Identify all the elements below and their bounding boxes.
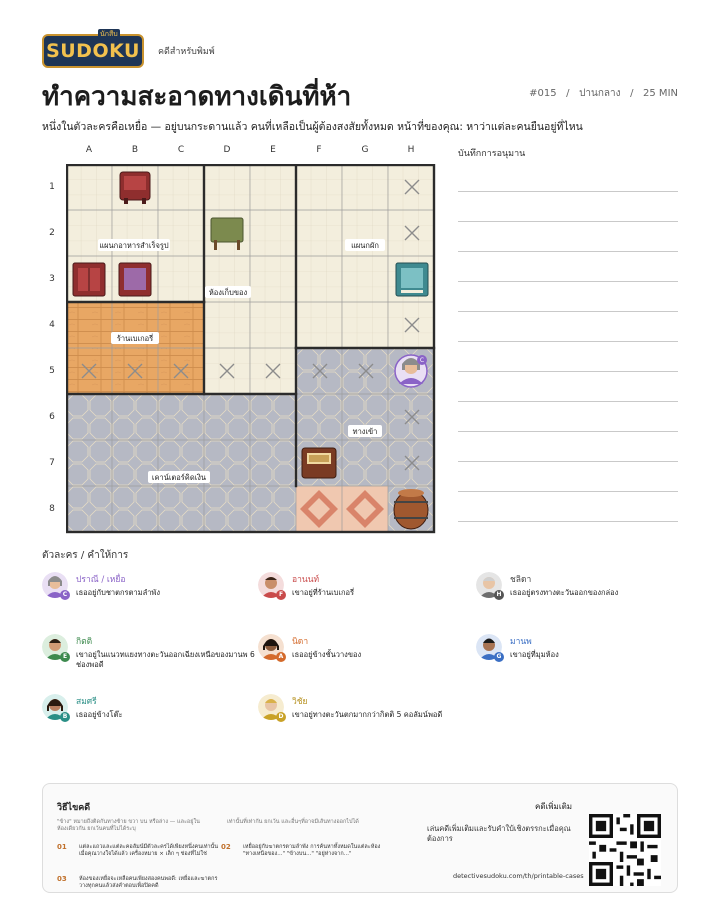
note-line[interactable] xyxy=(458,492,678,522)
column-labels xyxy=(66,145,434,159)
difficulty: ปานกลาง xyxy=(579,88,621,99)
character-card[interactable] xyxy=(476,572,686,624)
row-label: 3 xyxy=(49,274,55,284)
note-line[interactable] xyxy=(458,222,678,252)
row-label: 2 xyxy=(49,228,55,238)
step-text: เหยื่ออยู่กับฆาตกรตามลำพัง การค้นหาทั้งหมดในแต่ละห้อง "ทางเหนือของ..." "ข้างบน..." "อยู่ห่างจาก..." xyxy=(243,844,381,857)
character-clue: เธออยู่ข้างชั้นวางของ xyxy=(292,650,362,659)
note-line[interactable] xyxy=(458,312,678,342)
characters-title: ตัวละคร / คำให้การ xyxy=(42,550,129,561)
case-description: หนึ่งในตัวละครคือเหยื่อ — อยู่บนกระดานแล้ว คนที่เหลือเป็นผู้ต้องสงสัยทั้งหมด หน้าที่ของคุณ: หาว่าแต่ละคนยืนอยู่ที่ไหน xyxy=(42,121,583,133)
row-label: 8 xyxy=(49,504,55,514)
case-meta xyxy=(529,86,678,101)
box-icon xyxy=(119,263,151,296)
game-board[interactable] xyxy=(66,164,436,534)
note-line[interactable] xyxy=(458,192,678,222)
meta-separator: / xyxy=(566,88,570,99)
character-badge: H xyxy=(494,590,504,600)
room-checkout xyxy=(66,394,296,532)
character-card[interactable] xyxy=(476,634,686,686)
character-badge: B xyxy=(60,712,70,722)
character-badge: E xyxy=(60,652,70,662)
how-to-intro: "ข้าง" หมายถึงติดกันทางซ้าย ขวา บน หรือล่าง — และอยู่ในห้องเดียวกัน ยกเว้นคนที่ไม่ได้ระบุ xyxy=(57,819,200,832)
character-clue: เธออยู่กับชาตกรตามลำพัง xyxy=(76,588,161,597)
qr-code-icon[interactable] xyxy=(589,814,661,886)
character-card[interactable] xyxy=(258,694,468,746)
character-badge: A xyxy=(276,652,286,662)
character-name: นิดา xyxy=(292,637,309,647)
note-line[interactable] xyxy=(458,462,678,492)
footer-panel xyxy=(42,783,678,893)
more-cases-text: เล่นคดีเพิ่มเติมและรับคำใบ้เชิงตรรกะเมื่อคุณต้องการ xyxy=(427,824,571,843)
notes-title: บันทึกการอนุมาน xyxy=(458,149,526,159)
column-label: F xyxy=(316,145,322,155)
column-label: E xyxy=(270,145,276,155)
how-to-intro-continued: เท่านั้นที่เท่ากัน ยกเว้น และอื่นๆที่อาจมีเส้นทางออกไปได้ xyxy=(227,819,359,825)
step-number: 03 xyxy=(57,875,67,883)
room-label-vegetables: แผนกผัก xyxy=(351,241,379,250)
room-label-storage: ห้องเก็บของ xyxy=(208,288,248,297)
step-text: ห้องของเหยื่อจะเหลือคนเพียงสองคนพอดี: เหยื่อและฆาตกร วางทุกคนแล้วส่งคำตอบเพื่อปิดคดี xyxy=(79,876,218,889)
character-card[interactable] xyxy=(42,694,252,746)
character-name: กิตติ xyxy=(76,637,93,647)
note-line[interactable] xyxy=(458,402,678,432)
victim-token[interactable] xyxy=(395,355,427,387)
case-number: #015 xyxy=(529,88,557,99)
character-badge: C xyxy=(60,590,70,600)
note-line[interactable] xyxy=(458,282,678,312)
character-clue: เธออยู่ข้างโต๊ะ xyxy=(76,710,123,719)
character-clue: เขาอยู่ในแนวทแยงทางตะวันออกเฉียงเหนือของมานพ 6 ช่องพอดี xyxy=(76,650,255,669)
logo-subtext: นักสืบ xyxy=(100,30,118,38)
character-card[interactable] xyxy=(42,634,255,686)
column-label: G xyxy=(361,145,369,155)
row-label: 6 xyxy=(49,412,55,422)
notes-area[interactable] xyxy=(458,162,678,522)
board-svg[interactable] xyxy=(66,164,436,534)
more-cases-link[interactable]: detectivesudoku.com/th/printable-cases xyxy=(453,872,584,880)
character-clue: เขาอยู่ทางตะวันตกมากกว่ากิตติ 5 คอลัมน์พอดี xyxy=(292,710,443,719)
room-label-prepared-food: แผนกอาหารสำเร็จรูป xyxy=(99,241,169,250)
character-card[interactable] xyxy=(42,572,252,624)
how-to-title: วิธีไขคดี xyxy=(57,803,91,813)
step-text: แต่ละแถวและแต่ละคอลัมน์มีตัวละครได้เพียงหนึ่งคนเท่านั้น เมื่อคุณวางใจได้แล้ว เครื่องหมาย × เล็ก ๆ ช่องที่ไม่ใช่ xyxy=(79,844,219,857)
character-clue: เขาอยู่ที่ร้านเบเกอรี่ xyxy=(292,588,355,597)
character-badge: G xyxy=(494,652,504,662)
column-label: C xyxy=(177,145,185,155)
character-card[interactable] xyxy=(258,572,468,624)
cash-register-icon xyxy=(302,448,336,478)
character-clue: เขาอยู่ที่มุมห้อง xyxy=(510,650,559,659)
room-label-checkout: เคาน์เตอร์คิดเงิน xyxy=(151,473,207,482)
shelf-icon xyxy=(73,263,105,296)
note-line[interactable] xyxy=(458,162,678,192)
row-label: 5 xyxy=(49,366,55,376)
column-label: D xyxy=(223,145,231,155)
character-badge: D xyxy=(276,712,286,722)
row-label: 7 xyxy=(49,458,55,468)
page-title: ทำความสะอาดทางเดินที่ห้า xyxy=(42,82,352,112)
fridge-icon xyxy=(396,263,428,296)
logo xyxy=(42,30,144,68)
row-label: 1 xyxy=(49,182,55,192)
character-name: สมศรี xyxy=(76,697,97,707)
row-label: 4 xyxy=(49,320,55,330)
step-number: 01 xyxy=(57,843,67,851)
character-clue: เธออยู่ตรงทางตะวันออกของกล่อง xyxy=(510,588,619,597)
character-card[interactable] xyxy=(258,634,468,686)
column-label: B xyxy=(131,145,139,155)
step-number: 02 xyxy=(221,843,231,851)
note-line[interactable] xyxy=(458,432,678,462)
note-line[interactable] xyxy=(458,252,678,282)
column-label: A xyxy=(85,145,93,155)
column-label: H xyxy=(407,145,415,155)
row-labels xyxy=(44,164,60,532)
character-name: อานนท์ xyxy=(292,575,320,585)
shelf-icon xyxy=(120,172,150,204)
logo-text: SUDOKU xyxy=(46,40,140,62)
note-line[interactable] xyxy=(458,372,678,402)
room-label-entrance: ทางเข้า xyxy=(352,427,378,436)
victim-badge: C xyxy=(419,357,425,364)
time-estimate: 25 MIN xyxy=(643,88,678,99)
room-label-bakery: ร้านเบเกอรี่ xyxy=(116,334,154,343)
character-name: มานพ xyxy=(510,637,532,647)
character-name: ชลิดา xyxy=(510,575,532,585)
tagline: คดีสำหรับพิมพ์ xyxy=(158,47,215,57)
character-badge: F xyxy=(276,590,286,600)
character-name: ปราณี / เหยื่อ xyxy=(76,575,126,585)
more-cases-title: คดีเพิ่มเติม xyxy=(535,802,573,811)
meta-separator: / xyxy=(630,88,634,99)
character-name: วิชัย xyxy=(292,697,308,707)
note-line[interactable] xyxy=(458,342,678,372)
